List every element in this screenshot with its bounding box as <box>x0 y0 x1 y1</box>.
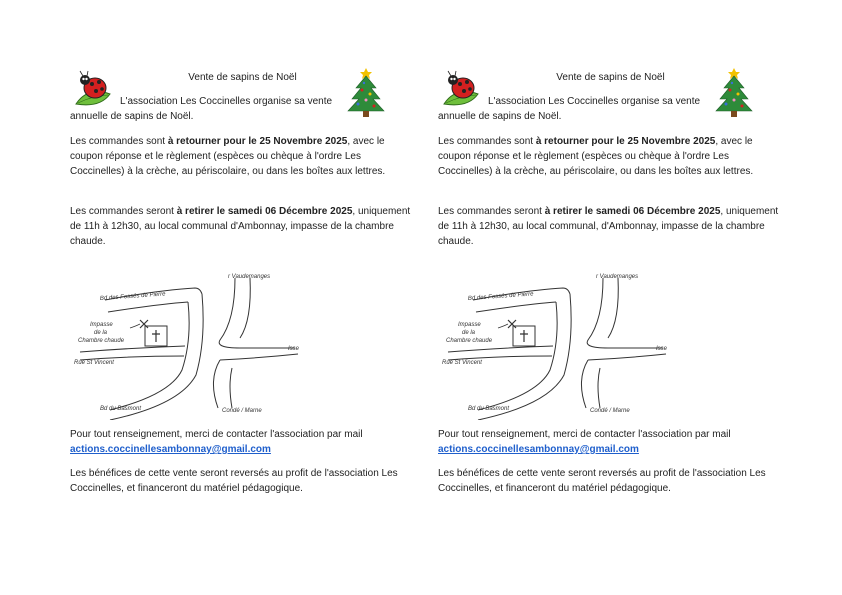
map-label-basmont: Bd du Basmont <box>100 406 142 412</box>
orders-post: , avec le coupon réponse et le règlement (espèces ou chèque à l'ordre Les Coccinelles) à la crèche, au périscolaire, ou dans les boîtes aux lettres. <box>438 136 754 177</box>
contact-paragraph <box>438 427 783 457</box>
map-label-bd-fosses: Bd des Fossés de Pierre <box>467 291 534 302</box>
map-label-impasse-1: Impasse <box>458 322 481 328</box>
pickup-pre: Les commandes seront <box>438 206 545 217</box>
orders-paragraph <box>438 134 783 179</box>
flyer-title: Vente de sapins de Noël <box>556 72 665 83</box>
map-label-vaudemanges: r Vaudemanges <box>228 274 271 280</box>
map-label-st-vincent: Rue St Vincent <box>442 360 482 366</box>
orders-pre: Les commandes sont <box>70 136 168 147</box>
contact-paragraph <box>70 427 415 457</box>
map-label-conde: Condé / Marne <box>222 408 262 414</box>
pickup-post: , uniquement de 11h à 12h30, au local communal d'Ambonnay, impasse de la chambre chaude. <box>70 206 411 247</box>
map-label-vaudemanges: r Vaudemanges <box>596 274 639 280</box>
hand-drawn-map <box>70 260 330 420</box>
intro-line-1: L'association Les Coccinelles organise sa vente <box>488 96 701 107</box>
intro-line-2: annuelle de sapins de Noël. <box>70 111 194 122</box>
map-label-impasse-3: Chambre chaude <box>78 338 125 344</box>
map-label-conde: Condé / Marne <box>590 408 630 414</box>
contact-email-link[interactable]: actions.coccinellesambonnay@gmail.com <box>70 444 271 455</box>
intro-line-1: L'association Les Coccinelles organise sa vente <box>120 96 333 107</box>
map-label-isse: Isse <box>656 346 668 352</box>
map-label-impasse-1: Impasse <box>90 322 113 328</box>
map-label-basmont: Bd du Basmont <box>468 406 510 412</box>
map-label-impasse-2: de la <box>94 330 108 336</box>
pickup-paragraph <box>438 204 783 249</box>
map-label-impasse-3: Chambre chaude <box>446 338 493 344</box>
intro-paragraph <box>438 94 783 124</box>
contact-text: Pour tout renseignement, merci de contacter l'association par mail <box>438 429 731 440</box>
map-label-st-vincent: Rue St Vincent <box>74 360 114 366</box>
map-label-impasse-2: de la <box>462 330 476 336</box>
pickup-paragraph <box>70 204 415 249</box>
orders-deadline: à retourner pour le 25 Novembre 2025 <box>535 136 716 147</box>
pickup-pre: Les commandes seront <box>70 206 177 217</box>
map-label-bd-fosses: Bd des Fossés de Pierre <box>99 291 166 302</box>
benefit-paragraph: Les bénéfices de cette vente seront reversés au profit de l'association Les Coccinelles, et financeront du matériel pédagogique. <box>438 468 766 494</box>
orders-deadline: à retourner pour le 25 Novembre 2025 <box>167 136 348 147</box>
hand-drawn-map <box>438 260 698 420</box>
pickup-date: à retirer le samedi 06 Décembre 2025 <box>176 206 353 217</box>
intro-line-2: annuelle de sapins de Noël. <box>438 111 562 122</box>
orders-paragraph <box>70 134 415 179</box>
intro-paragraph <box>70 94 415 124</box>
flyer-title: Vente de sapins de Noël <box>188 72 297 83</box>
orders-post: , avec le coupon réponse et le règlement (espèces ou chèque à l'ordre Les Coccinelles) à la crèche, au périscolaire, ou dans les boîtes aux lettres. <box>70 136 386 177</box>
orders-pre: Les commandes sont <box>438 136 536 147</box>
pickup-post: , uniquement de 11h à 12h30, au local communal, d'Ambonnay, impasse de la chambre chaude. <box>438 206 779 247</box>
flyer-right <box>438 0 783 595</box>
flyer-left <box>70 0 415 595</box>
pickup-date: à retirer le samedi 06 Décembre 2025 <box>544 206 721 217</box>
map-label-isse: Isse <box>288 346 300 352</box>
contact-email-link[interactable]: actions.coccinellesambonnay@gmail.com <box>438 444 639 455</box>
benefit-paragraph: Les bénéfices de cette vente seront reversés au profit de l'association Les Coccinelles, et financeront du matériel pédagogique. <box>70 468 398 494</box>
contact-text: Pour tout renseignement, merci de contacter l'association par mail <box>70 429 363 440</box>
